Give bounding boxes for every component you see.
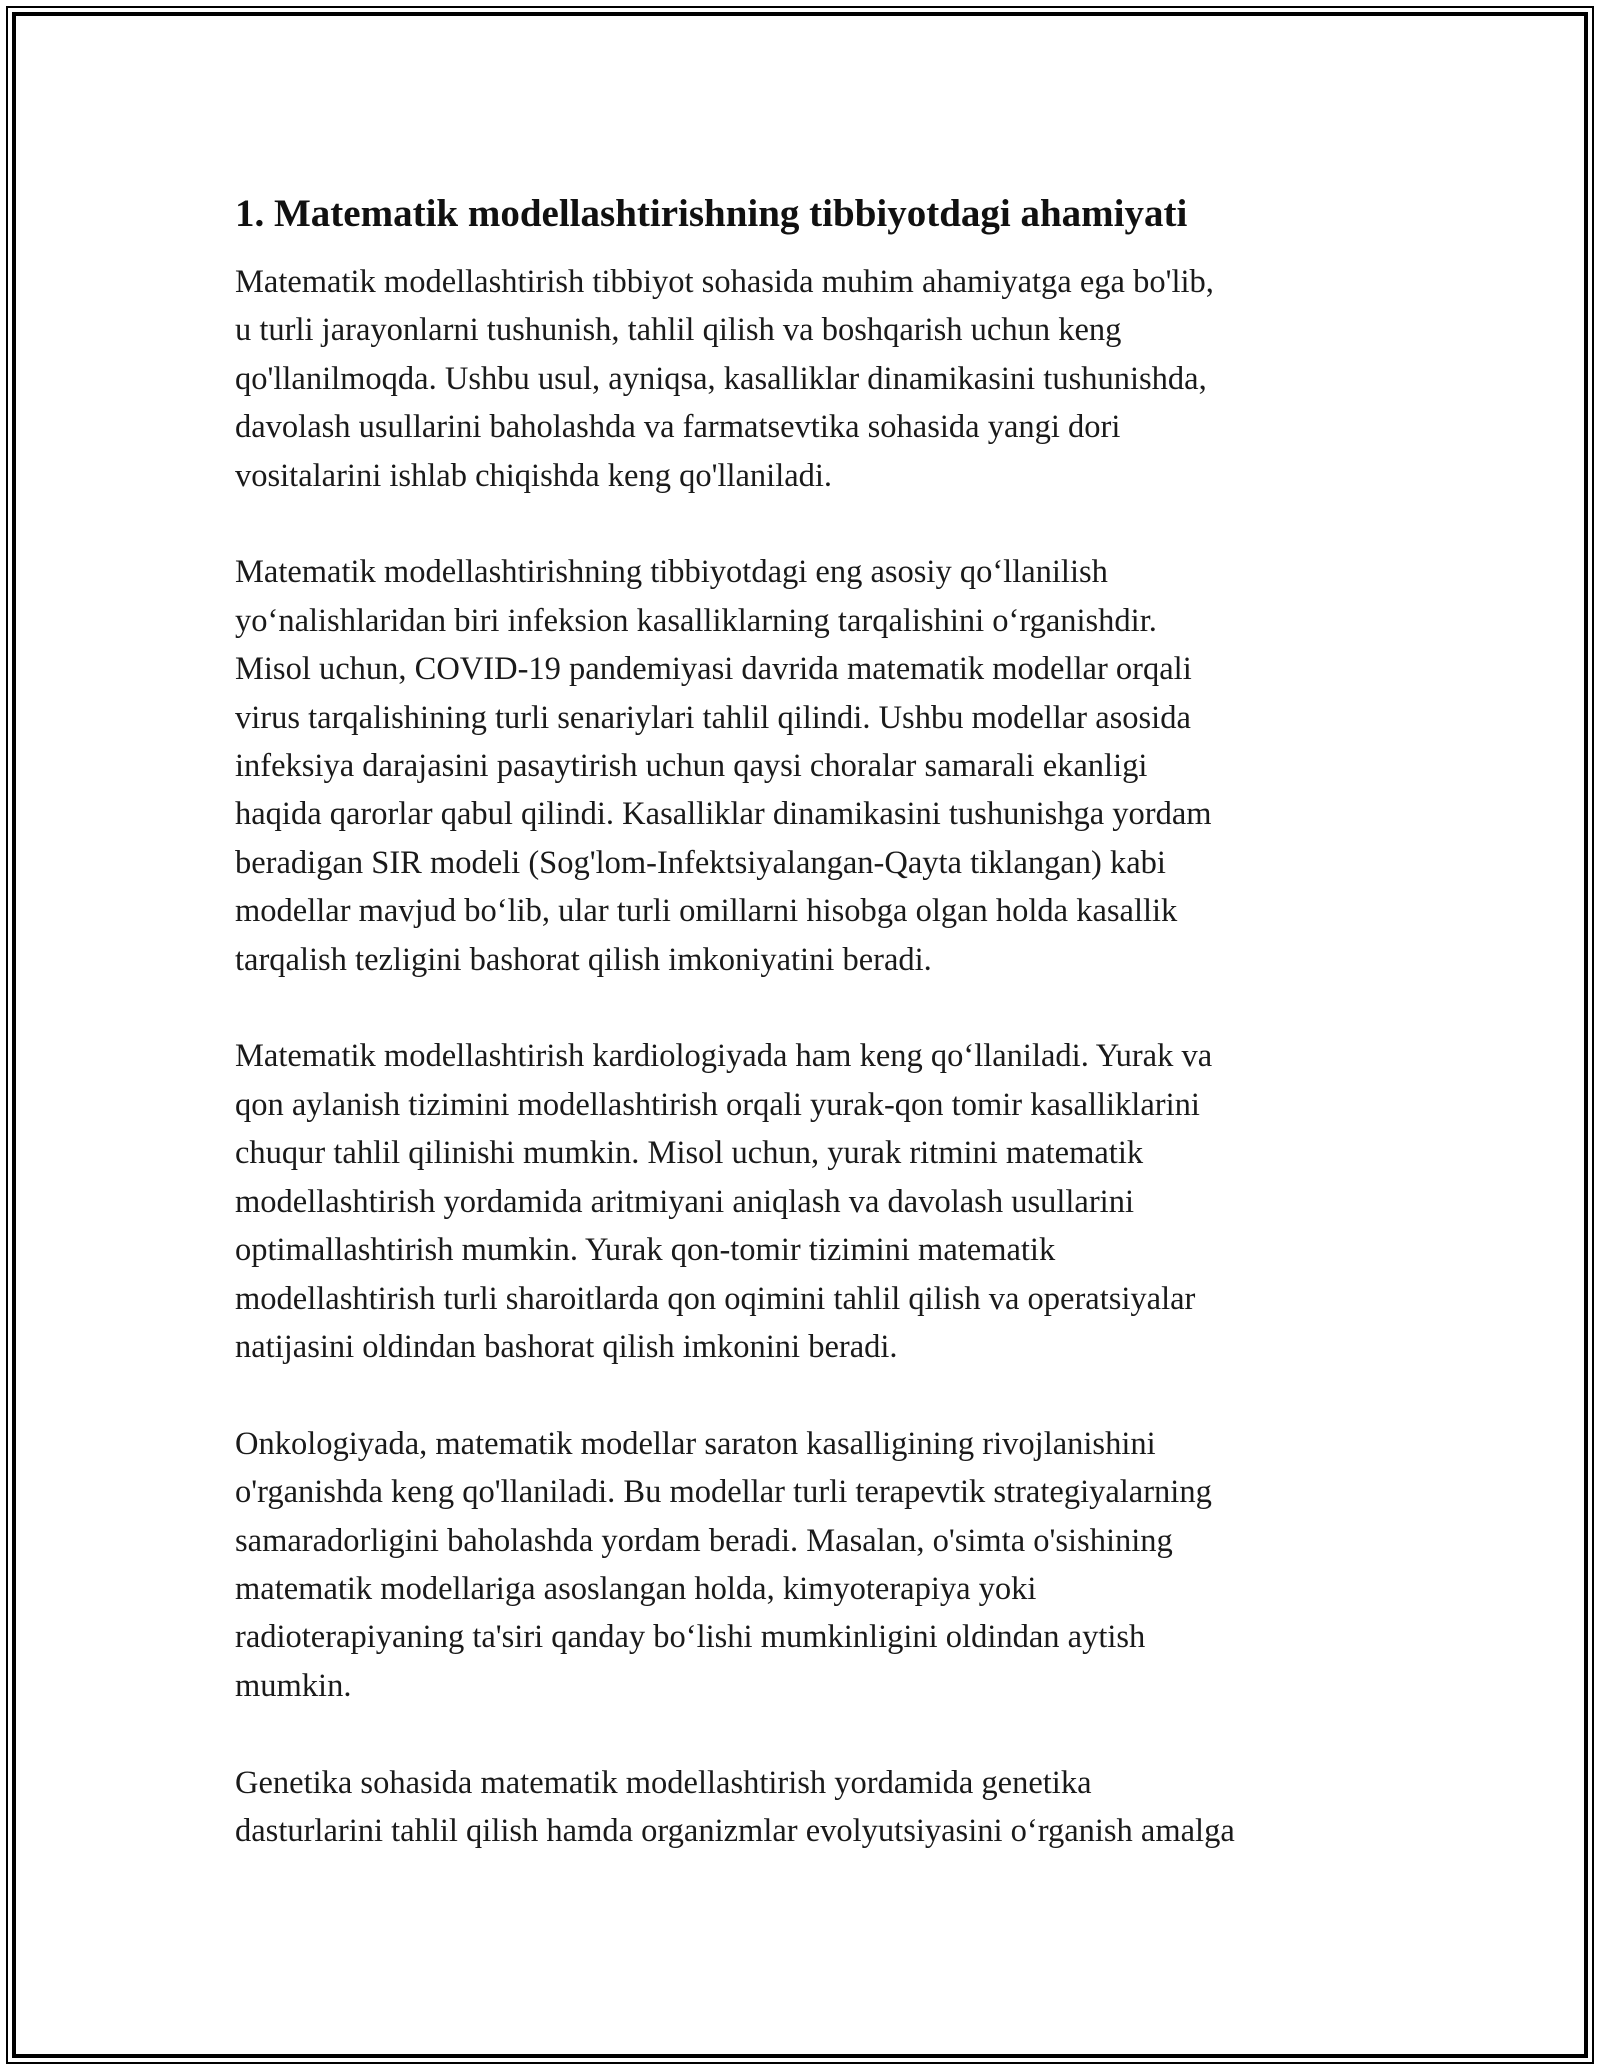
text-line: radioterapiyaning ta'siri qanday bo‘lishi mumkinligini oldindan aytish — [235, 1619, 1146, 1656]
paragraph-cardiology — [235, 1032, 1375, 1371]
section-heading: 1. Matematik modellashtirishning tibbiyotdagi ahamiyati — [235, 192, 1188, 235]
paragraph-oncology — [235, 1420, 1375, 1710]
text-line: Matematik modellashtirish kardiologiyada ham keng qo‘llaniladi. Yurak va — [235, 1038, 1213, 1075]
text-line: modellashtirish yordamida aritmiyani aniqlash va davolash usullarini — [235, 1183, 1134, 1220]
text-line: beradigan SIR modeli (Sog'lom-Infektsiyalangan-Qayta tiklangan) kabi — [235, 844, 1166, 881]
document-body — [235, 188, 1375, 1904]
text-line: modellar mavjud bo‘lib, ular turli omillarni hisobga olgan holda kasallik — [235, 893, 1178, 930]
text-line: chuqur tahlil qilinishi mumkin. Misol uchun, yurak ritmini matematik — [235, 1135, 1144, 1172]
text-line: o'rganishda keng qo'llaniladi. Bu modellar turli terapevtik strategiyalarning — [235, 1474, 1212, 1511]
text-line: Genetika sohasida matematik modellashtirish yordamida genetika — [235, 1764, 1092, 1801]
text-line: virus tarqalishining turli senariylari tahlil qilindi. Ushbu modellar asosida — [235, 699, 1191, 736]
text-line: tarqalish tezligini bashorat qilish imkoniyatini beradi. — [235, 941, 932, 978]
text-line: dasturlarini tahlil qilish hamda organizmlar evolyutsiyasini o‘rganish amalga — [235, 1812, 1235, 1849]
paragraph-genetics — [235, 1759, 1375, 1856]
text-line: samaradorligini baholashda yordam beradi. Masalan, o'simta o'sishining — [235, 1522, 1173, 1559]
text-line: natijasini oldindan bashorat qilish imkonini beradi. — [235, 1328, 898, 1365]
text-line: Matematik modellashtirish tibbiyot sohasida muhim ahamiyatga ega bo'lib, — [235, 264, 1214, 300]
text-line: qo'llanilmoqda. Ushbu usul, ayniqsa, kasalliklar dinamikasini tushunishda, — [235, 360, 1207, 397]
text-line: haqida qarorlar qabul qilindi. Kasalliklar dinamikasini tushunishga yordam — [235, 796, 1212, 833]
text-line: mumkin. — [235, 1667, 352, 1704]
text-line: vositalarini ishlab chiqishda keng qo'llaniladi. — [235, 457, 833, 494]
paragraph-infectious-diseases — [235, 548, 1375, 984]
text-line: Matematik modellashtirishning tibbiyotdagi eng asosiy qo‘llanilish — [235, 554, 1108, 591]
paragraph-intro — [235, 258, 1375, 500]
text-line: qon aylanish tizimini modellashtirish orqali yurak-qon tomir kasalliklarini — [235, 1086, 1200, 1123]
text-line: Onkologiyada, matematik modellar saraton kasalligining rivojlanishini — [235, 1425, 1156, 1462]
text-line: Misol uchun, COVID-19 pandemiyasi davrida matematik modellar orqali — [235, 651, 1192, 688]
text-line: davolash usullarini baholashda va farmatsevtika sohasida yangi dori — [235, 409, 1121, 446]
text-line: yo‘nalishlaridan biri infeksion kasalliklarning tarqalishini o‘rganishdir. — [235, 602, 1157, 639]
text-line: matematik modellariga asoslangan holda, kimyoterapiya yoki — [235, 1570, 1037, 1607]
text-line: infeksiya darajasini pasaytirish uchun qaysi choralar samarali ekanligi — [235, 748, 1148, 785]
text-line: u turli jarayonlarni tushunish, tahlil qilish va boshqarish uchun keng — [235, 312, 1122, 349]
text-line: optimallashtirish mumkin. Yurak qon-tomir tizimini matematik — [235, 1232, 1056, 1269]
text-line: modellashtirish turli sharoitlarda qon oqimini tahlil qilish va operatsiyalar — [235, 1280, 1196, 1317]
